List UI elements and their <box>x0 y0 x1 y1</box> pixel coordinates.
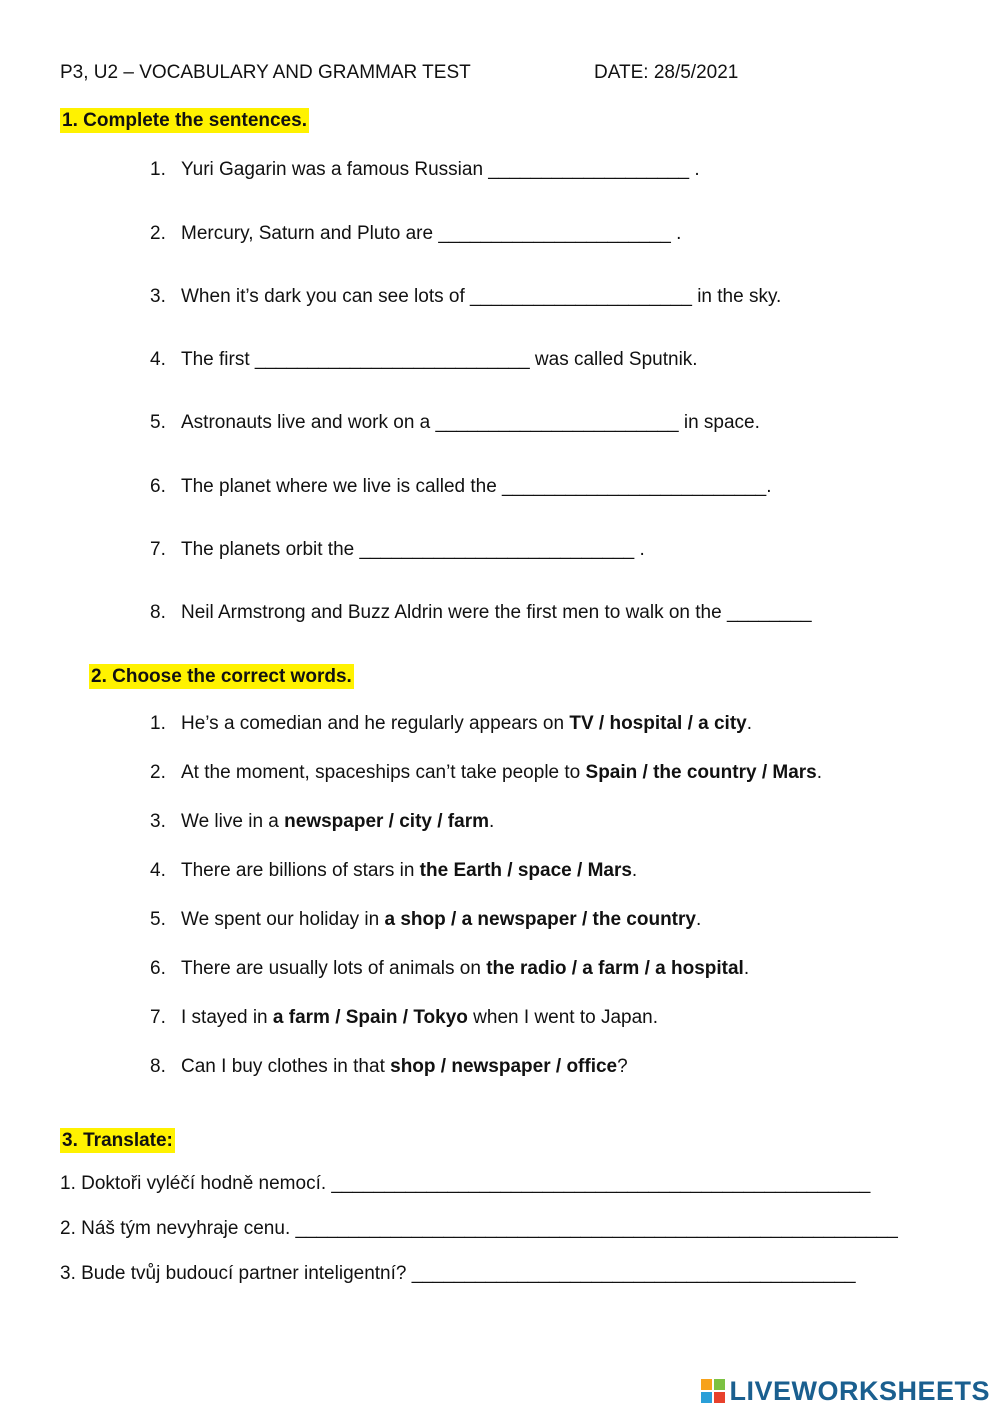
section-3-title: 3. Translate: <box>62 1130 173 1151</box>
section-1-title: 1. Complete the sentences. <box>62 110 307 131</box>
fill-in-sentence[interactable]: The first __________________________ was called Sputnik. <box>181 349 698 370</box>
fill-in-sentence[interactable]: Mercury, Saturn and Pluto are ______________________ . <box>181 223 682 244</box>
liveworksheets-logo[interactable] <box>701 1377 990 1405</box>
word-choices[interactable]: the radio / a farm / a hospital <box>486 958 744 979</box>
word-choices[interactable]: TV / hospital / a city <box>569 713 747 734</box>
list-item: 4. The first __________________________ was called Sputnik. <box>150 349 698 370</box>
answer-blank[interactable]: _________________________________________________________ <box>295 1218 898 1239</box>
list-item: 3. We live in a newspaper / city / farm. <box>150 811 495 832</box>
word-choices[interactable]: a farm / Spain / Tokyo <box>272 1007 468 1028</box>
answer-blank[interactable]: ___________________________________________________ <box>331 1173 871 1194</box>
fill-in-sentence[interactable]: Yuri Gagarin was a famous Russian ___________________ . <box>181 159 700 180</box>
list-item: 3. When it’s dark you can see lots of _____________________ in the sky. <box>150 286 782 307</box>
word-choices[interactable]: the Earth / space / Mars <box>419 860 632 881</box>
translate-item: 2. Náš tým nevyhraje cenu. _________________________________________________________ <box>60 1218 898 1239</box>
logo-text: LIVEWORKSHEETS <box>729 1375 990 1406</box>
translate-item: 1. Doktoři vyléčí hodně nemocí. ___________________________________________________ <box>60 1173 871 1194</box>
fill-in-sentence[interactable]: The planet where we live is called the _________________________. <box>181 476 772 497</box>
list-item: 7. The planets orbit the __________________________ . <box>150 539 645 560</box>
list-item: 6. There are usually lots of animals on the radio / a farm / a hospital. <box>150 958 750 979</box>
list-item: 2. Mercury, Saturn and Pluto are ______________________ . <box>150 223 682 244</box>
section-2-title: 2. Choose the correct words. <box>91 666 352 687</box>
list-item: 4. There are billions of stars in the Earth / space / Mars. <box>150 860 638 881</box>
word-choices[interactable]: newspaper / city / farm <box>284 811 489 832</box>
test-title: P3, U2 – VOCABULARY AND GRAMMAR TEST <box>60 62 471 83</box>
translate-item: 3. Bude tvůj budoucí partner inteligentní? __________________________________________ <box>60 1263 856 1284</box>
fill-in-sentence[interactable]: Neil Armstrong and Buzz Aldrin were the first men to walk on the ________ <box>181 602 812 623</box>
list-item: 5. Astronauts live and work on a _______________________ in space. <box>150 412 760 433</box>
list-item: 5. We spent our holiday in a shop / a newspaper / the country. <box>150 909 702 930</box>
list-item: 1. Yuri Gagarin was a famous Russian ___________________ . <box>150 159 700 180</box>
answer-blank[interactable]: __________________________________________ <box>411 1263 856 1284</box>
test-date: DATE: 28/5/2021 <box>594 62 739 83</box>
word-choices[interactable]: Spain / the country / Mars <box>585 762 817 783</box>
fill-in-sentence[interactable]: The planets orbit the __________________________ . <box>181 539 645 560</box>
list-item: 1. He’s a comedian and he regularly appears on TV / hospital / a city. <box>150 713 752 734</box>
word-choices[interactable]: a shop / a newspaper / the country <box>384 909 696 930</box>
liveworksheets-logo-icon <box>701 1379 725 1403</box>
list-item: 8. Neil Armstrong and Buzz Aldrin were the first men to walk on the ________ <box>150 602 812 623</box>
list-item: 6. The planet where we live is called the _________________________. <box>150 476 772 497</box>
list-item: 8. Can I buy clothes in that shop / newspaper / office? <box>150 1056 628 1077</box>
list-item: 2. At the moment, spaceships can’t take people to Spain / the country / Mars. <box>150 762 823 783</box>
fill-in-sentence[interactable]: When it’s dark you can see lots of _____________________ in the sky. <box>181 286 782 307</box>
word-choices[interactable]: shop / newspaper / office <box>390 1056 618 1077</box>
fill-in-sentence[interactable]: Astronauts live and work on a _______________________ in space. <box>181 412 760 433</box>
list-item: 7. I stayed in a farm / Spain / Tokyo when I went to Japan. <box>150 1007 658 1028</box>
